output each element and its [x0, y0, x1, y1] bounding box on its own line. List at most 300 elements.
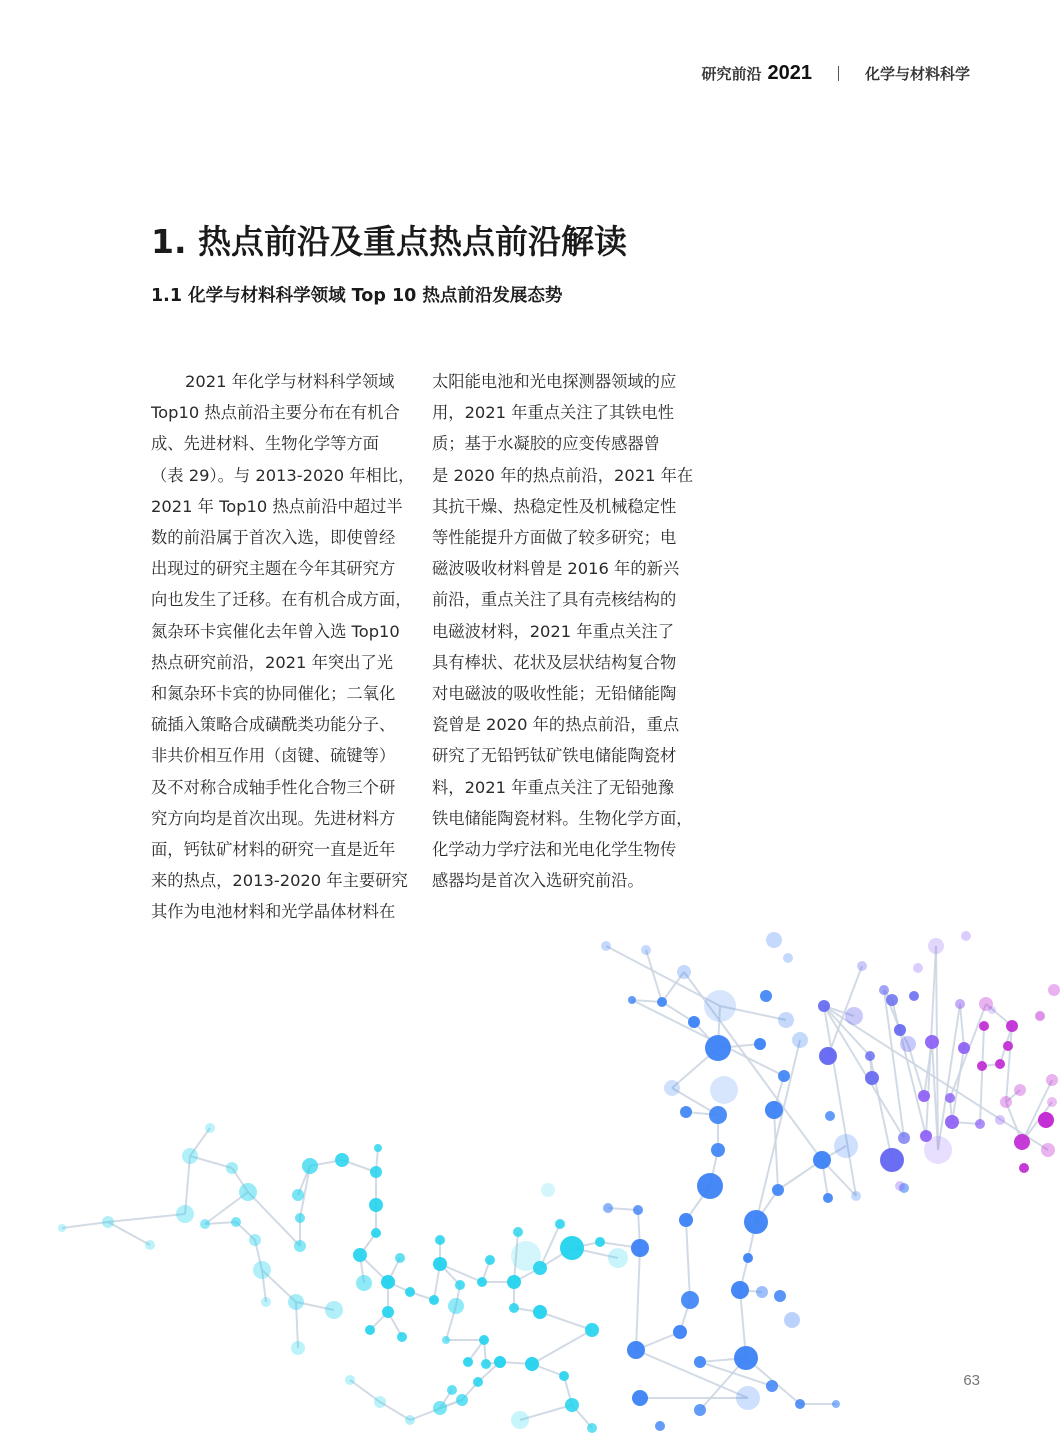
molecule-bond: [740, 1290, 746, 1358]
molecule-atom: [429, 1295, 439, 1305]
molecule-atom: [292, 1189, 304, 1201]
molecule-bond: [1022, 1080, 1052, 1142]
molecule-bond: [746, 1358, 800, 1404]
molecule-atom: [765, 1101, 783, 1119]
molecule-atom: [955, 999, 965, 1009]
molecule-bond: [434, 1264, 440, 1300]
molecule-bond: [185, 1156, 190, 1214]
molecule-atom: [709, 1106, 727, 1124]
molecule-bond: [986, 1004, 1012, 1026]
molecule-bond: [748, 1222, 756, 1258]
molecule-atom: [507, 1275, 521, 1289]
molecule-atom: [627, 1341, 645, 1359]
molecule-atom: [673, 1325, 687, 1339]
molecule-bond: [298, 1166, 310, 1195]
molecule-bond: [636, 1332, 680, 1350]
molecule-atom: [655, 1421, 665, 1431]
molecule-atom: [1019, 1163, 1029, 1173]
molecule-bond: [388, 1312, 402, 1337]
molecule-bond: [520, 1405, 572, 1420]
molecule-atom: [374, 1396, 386, 1408]
molecule-atom: [899, 1183, 909, 1193]
body-line: 是 2020 年的热点前沿，2021 年在: [432, 465, 694, 485]
molecule-atom: [479, 1335, 489, 1345]
molecule-bond: [900, 1030, 908, 1044]
body-line: 热点研究前沿，2021 年突出了光: [151, 652, 393, 672]
molecule-atom: [834, 1134, 858, 1158]
molecule-bond: [310, 1160, 342, 1166]
molecule-atom: [608, 1248, 628, 1268]
molecule-atom: [555, 1219, 565, 1229]
page-number: 63: [963, 1372, 980, 1389]
molecule-bond: [532, 1330, 592, 1364]
molecule-bond: [342, 1160, 376, 1172]
molecule-bond: [410, 1292, 434, 1300]
molecule-atom: [766, 932, 782, 948]
molecule-atom: [913, 963, 923, 973]
body-line: 硫插入策略合成磺酰类功能分子、: [151, 715, 396, 735]
molecule-atom: [1048, 984, 1060, 996]
molecule-bond: [360, 1233, 376, 1255]
molecule-atom: [664, 1080, 680, 1096]
molecule-bond: [388, 1258, 400, 1282]
molecule-atom: [918, 1090, 930, 1102]
molecule-bond: [774, 1110, 778, 1190]
section-title: 1. 热点前沿及重点热点前沿解读: [151, 222, 627, 261]
body-line: （表 29）。与 2013-2020 年相比，: [151, 465, 415, 485]
molecule-atom: [509, 1303, 519, 1313]
molecule-atom: [533, 1305, 547, 1319]
molecule-atom: [1047, 1097, 1057, 1107]
molecule-bond: [740, 1258, 748, 1290]
molecule-bond: [632, 1000, 784, 1076]
molecule-bond: [370, 1312, 388, 1330]
body-line: 具有棒状、花状及层状结构复合物: [432, 652, 677, 672]
molecule-bond: [828, 966, 862, 1056]
molecule-bond: [672, 1048, 718, 1088]
molecule-atom: [705, 1035, 731, 1061]
molecule-atom: [353, 1248, 367, 1262]
molecule-atom: [601, 941, 611, 951]
molecule-atom: [631, 1239, 649, 1257]
molecule-bond: [822, 1160, 856, 1196]
molecule-atom: [628, 996, 636, 1004]
molecule-atom: [463, 1357, 473, 1367]
molecule-atom: [928, 938, 944, 954]
molecule-bond: [982, 1064, 1000, 1066]
body-line: 2021 年化学与材料科学领域: [185, 372, 395, 391]
body-line: 面，钙钛矿材料的研究一直是近年: [151, 840, 396, 860]
molecule-atom: [447, 1385, 457, 1395]
molecule-bond: [700, 1362, 772, 1386]
molecule-atom: [778, 1012, 794, 1028]
molecule-atom: [754, 1038, 766, 1050]
molecule-bond: [932, 1042, 938, 1150]
molecule-atom: [731, 1281, 749, 1299]
molecule-atom: [302, 1158, 318, 1174]
molecule-bond: [740, 1290, 762, 1292]
molecule-bond: [824, 1006, 1048, 1150]
body-line: 等性能提升方面做了较多研究；电: [432, 528, 677, 548]
molecule-bond: [456, 1285, 460, 1306]
molecule-bond: [710, 1150, 718, 1186]
molecule-bond: [694, 1022, 718, 1048]
molecule-atom: [200, 1219, 210, 1229]
molecule-atom: [345, 1375, 355, 1385]
molecule-atom: [784, 1312, 800, 1328]
molecule-bond: [296, 1302, 334, 1310]
molecule-atom: [680, 1106, 692, 1118]
molecule-atom: [818, 1000, 830, 1012]
molecule-bond: [884, 990, 900, 1030]
molecule-bond: [938, 1004, 960, 1150]
body-line: 来的热点，2013-2020 年主要研究: [151, 871, 408, 891]
molecule-atom: [772, 1184, 784, 1196]
molecule-atom: [435, 1235, 445, 1245]
molecule-atom: [145, 1240, 155, 1250]
header-year: 2021: [767, 62, 812, 84]
molecule-bond: [62, 1222, 108, 1228]
molecule-atom: [734, 1346, 758, 1370]
molecule-atom: [381, 1275, 395, 1289]
molecule-bond: [718, 1006, 720, 1048]
molecule-bond: [632, 1000, 662, 1002]
molecule-atom: [1046, 1074, 1058, 1086]
molecule-bond: [686, 1186, 710, 1220]
molecule-atom: [813, 1151, 831, 1169]
body-line: 电磁波材料，2021 年重点关注了: [432, 621, 674, 641]
molecule-atom: [977, 1061, 987, 1071]
molecule-atom: [533, 1261, 547, 1275]
molecule-atom: [585, 1323, 599, 1337]
molecule-bond: [236, 1222, 255, 1240]
molecule-atom: [565, 1398, 579, 1412]
body-line: 数的前沿属于首次入选，即使曾经: [151, 528, 396, 548]
molecule-bond: [870, 1056, 872, 1078]
molecule-bond: [892, 1000, 926, 1136]
molecule-bond: [190, 1128, 210, 1156]
molecule-bond: [686, 1220, 690, 1300]
subsection-title: 1.1 化学与材料科学领域 Top 10 热点前沿发展态势: [151, 286, 563, 306]
molecule-bond: [608, 1208, 638, 1210]
molecule-bond: [684, 972, 822, 1160]
molecule-bond: [540, 1312, 592, 1330]
molecule-bond: [572, 1248, 618, 1258]
molecule-atom: [288, 1294, 304, 1310]
molecule-bond: [1022, 1102, 1052, 1142]
molecule-atom: [249, 1234, 261, 1246]
molecule-bond: [824, 1006, 904, 1138]
molecule-atom: [253, 1261, 271, 1279]
molecule-atom: [823, 1193, 833, 1203]
molecule-bond: [926, 946, 936, 1136]
molecule-bond: [360, 1255, 388, 1282]
molecule-bond: [700, 1358, 746, 1410]
molecule-bond: [636, 1248, 640, 1350]
body-line: 铁电储能陶瓷材料。生物化学方面，: [432, 808, 693, 828]
molecule-atom: [795, 1399, 805, 1409]
molecule-atom: [697, 1173, 723, 1199]
molecule-bond: [950, 1004, 986, 1098]
body-line: 氮杂环卡宾催化去年曾入选 Top10: [151, 621, 400, 641]
molecule-atom: [294, 1240, 306, 1252]
molecule-atom: [694, 1404, 706, 1416]
molecule-atom: [494, 1356, 506, 1368]
molecule-bond: [205, 1222, 236, 1224]
molecule-atom: [511, 1241, 541, 1271]
molecule-atom: [182, 1148, 198, 1164]
molecule-atom: [845, 1007, 863, 1025]
molecule-atom: [176, 1205, 194, 1223]
molecule-bond: [638, 1210, 640, 1248]
molecule-atom: [473, 1377, 483, 1387]
molecule-atom: [945, 1115, 959, 1129]
molecule-atom: [865, 1071, 879, 1085]
molecule-atom: [895, 1181, 905, 1191]
molecule-atom: [792, 1032, 808, 1048]
body-line: 其作为电池材料和光学晶体材料在: [151, 902, 396, 922]
molecule-bond: [540, 1224, 560, 1268]
molecule-atom: [455, 1280, 465, 1290]
molecule-atom: [710, 1076, 738, 1104]
body-line: 感器均是首次入选研究前沿。: [432, 871, 644, 891]
molecule-bond: [440, 1264, 482, 1282]
body-line: 前沿，重点关注了具有壳核结构的: [432, 590, 677, 610]
molecule-bond: [514, 1308, 540, 1312]
molecule-atom: [595, 1237, 605, 1247]
molecule-atom: [365, 1325, 375, 1335]
molecule-bond: [606, 946, 720, 1006]
molecule-atom: [481, 1359, 491, 1369]
molecule-bond: [255, 1240, 262, 1270]
molecule-bond: [388, 1282, 410, 1292]
molecule-atom: [1006, 1020, 1018, 1032]
molecule-atom: [711, 1143, 725, 1157]
molecule-atom: [865, 1051, 875, 1061]
molecule-bond: [376, 1148, 378, 1172]
molecule-atom: [58, 1224, 66, 1232]
molecule-atom: [995, 1059, 1005, 1069]
molecule-bond: [205, 1192, 248, 1224]
molecule-atom: [778, 1070, 790, 1082]
molecule-atom: [397, 1332, 407, 1342]
body-line: 瓷曾是 2020 年的热点前沿，重点: [432, 715, 680, 735]
molecule-atom: [559, 1371, 569, 1381]
molecule-bond: [572, 1242, 600, 1248]
molecule-atom: [783, 953, 793, 963]
molecule-atom: [641, 945, 651, 955]
molecule-bond: [774, 1076, 784, 1110]
molecule-bond: [514, 1232, 518, 1282]
molecule-atom: [681, 1291, 699, 1309]
molecule-bond: [680, 1300, 690, 1332]
molecule-atom: [961, 931, 971, 941]
molecule-atom: [442, 1336, 450, 1344]
molecule-bond: [482, 1260, 490, 1282]
molecule-atom: [405, 1415, 415, 1425]
molecule-atom: [879, 985, 889, 995]
molecule-atom: [632, 1390, 648, 1406]
molecule-bond: [662, 972, 684, 1002]
body-line: 料，2021 年重点关注了无铅弛豫: [432, 777, 674, 797]
body-line: 及不对称合成轴手性化合物三个研: [151, 777, 396, 797]
molecule-atom: [395, 1253, 405, 1263]
molecule-bond: [960, 1004, 964, 1048]
molecule-atom: [1003, 1041, 1013, 1051]
molecule-atom: [405, 1287, 415, 1297]
molecule-atom: [756, 1286, 768, 1298]
molecule-bond: [296, 1302, 298, 1348]
molecule-bond: [446, 1306, 456, 1340]
molecule-atom: [760, 990, 772, 1002]
molecule-bond: [646, 950, 662, 1002]
molecule-bond: [350, 1380, 380, 1402]
molecule-bond: [1006, 1026, 1012, 1102]
molecule-atom: [325, 1301, 343, 1319]
molecule-atom: [975, 1119, 985, 1129]
molecule-bond: [440, 1390, 452, 1408]
molecule-bond: [484, 1340, 486, 1364]
molecule-atom: [894, 1024, 906, 1036]
molecule-atom: [448, 1298, 464, 1314]
molecule-atom: [677, 965, 691, 979]
molecule-bond: [1000, 1026, 1012, 1064]
molecule-atom: [433, 1401, 447, 1415]
header-divider: [838, 66, 839, 81]
molecule-atom: [958, 1042, 970, 1054]
molecule-bond: [232, 1168, 248, 1192]
molecule-atom: [774, 1290, 786, 1302]
molecule-atom: [743, 1253, 753, 1263]
molecule-bond: [600, 1242, 640, 1248]
molecule-bond: [980, 1026, 984, 1124]
molecule-atom: [513, 1227, 523, 1237]
body-line: 化学动力学疗法和光电化学生物传: [432, 840, 677, 860]
molecule-bond: [462, 1382, 478, 1400]
molecule-atom: [205, 1123, 215, 1133]
body-line: 2021 年 Top10 热点前沿中超过半: [151, 496, 403, 516]
molecule-atom: [1014, 1084, 1026, 1096]
molecule-atom: [291, 1341, 305, 1355]
molecule-bond: [824, 1006, 870, 1056]
molecule-bond: [686, 1112, 718, 1115]
molecule-bond: [540, 1248, 572, 1268]
molecule-bond: [950, 1098, 952, 1122]
molecule-atom: [688, 1016, 700, 1028]
molecule-bond: [440, 1400, 462, 1408]
molecule-atom: [825, 1111, 835, 1121]
molecule-atom: [995, 1115, 1005, 1125]
molecule-atom: [374, 1144, 382, 1152]
molecule-atom: [819, 1047, 837, 1065]
molecule-atom: [988, 1006, 996, 1014]
molecule-atom: [560, 1236, 584, 1260]
molecule-atom: [694, 1356, 706, 1368]
molecule-atom: [857, 961, 867, 971]
body-column-left: [151, 366, 415, 928]
body-line: 向也发生了迁移。在有机合成方面，: [151, 590, 412, 610]
molecule-bond: [108, 1222, 150, 1245]
body-line: Top10 热点前沿主要分布在有机合: [151, 403, 400, 423]
molecule-atom: [231, 1217, 241, 1227]
molecule-bond: [952, 1048, 964, 1122]
body-line: 质；基于水凝胶的应变传感器曾: [432, 434, 660, 454]
molecule-atom: [525, 1357, 539, 1371]
molecule-atom: [979, 1021, 989, 1031]
molecule-bond: [756, 1190, 778, 1222]
molecule-atom: [382, 1306, 394, 1318]
body-line: 非共价相互作用（卤键、硫键等）: [151, 746, 396, 766]
molecule-atom: [356, 1275, 372, 1291]
molecule-atom: [657, 997, 667, 1007]
molecule-atom: [239, 1183, 257, 1201]
molecule-atom: [485, 1255, 495, 1265]
molecule-bond: [360, 1255, 364, 1283]
body-line: 出现过的研究主题在今年其研究方: [151, 559, 396, 579]
molecule-atom: [433, 1257, 447, 1271]
molecule-bond: [700, 1358, 746, 1362]
molecule-bond: [756, 1040, 800, 1222]
header-section: 化学与材料科学: [864, 65, 970, 83]
molecule-atom: [979, 997, 993, 1011]
molecule-bond: [822, 1160, 828, 1198]
body-line: 太阳能电池和光电探测器领域的应: [432, 372, 677, 391]
molecule-bond: [662, 1002, 694, 1022]
body-line: 究方向均是首次出现。先进材料方: [151, 808, 396, 828]
molecule-atom: [945, 1093, 955, 1103]
molecule-atom: [369, 1198, 383, 1212]
molecule-bond: [952, 1122, 980, 1124]
molecule-atom: [587, 1423, 597, 1433]
molecule-atom: [920, 1130, 932, 1142]
molecule-atom: [886, 994, 898, 1006]
body-line: 和氮杂环卡宾的协同催化；二氧化: [151, 684, 396, 704]
body-line: 磁波吸收材料曾是 2016 年的新兴: [432, 559, 680, 579]
molecule-atom: [736, 1386, 760, 1410]
molecule-atom: [1035, 1011, 1045, 1021]
molecule-atom: [679, 1213, 693, 1227]
molecule-bond: [514, 1268, 540, 1282]
molecule-bond: [572, 1405, 592, 1428]
molecule-bond: [410, 1400, 462, 1420]
body-line: 成、先进材料、生物化学等方面: [151, 434, 379, 454]
molecule-atom: [295, 1213, 305, 1223]
molecule-bond: [824, 1006, 854, 1016]
body-line: 对电磁波的吸收性能；无铅储能陶: [432, 684, 677, 704]
molecule-bond: [564, 1376, 572, 1405]
molecule-bond: [870, 1056, 892, 1160]
molecule-bond: [824, 1006, 856, 1196]
molecule-atom: [925, 1035, 939, 1049]
molecule-atom: [370, 1166, 382, 1178]
body-line: 用，2021 年重点关注了其铁电性: [432, 403, 674, 423]
molecule-atom: [371, 1228, 381, 1238]
molecule-bond: [248, 1192, 300, 1246]
molecule-atom: [832, 1400, 840, 1408]
molecule-bond: [468, 1340, 484, 1362]
body-line: 研究了无铅钙钛矿铁电储能陶瓷材: [432, 746, 677, 766]
molecule-bond: [440, 1264, 460, 1285]
molecule-atom: [851, 1191, 861, 1201]
molecule-atom: [541, 1183, 555, 1197]
molecule-atom: [909, 991, 919, 1001]
molecule-bond: [190, 1156, 232, 1168]
molecule-bond: [1006, 1090, 1020, 1102]
molecule-bond: [262, 1270, 296, 1302]
molecule-atom: [1041, 1143, 1055, 1157]
molecule-bond: [532, 1364, 564, 1376]
body-line: 其抗干燥、热稳定性及机械稳定性: [432, 496, 677, 516]
